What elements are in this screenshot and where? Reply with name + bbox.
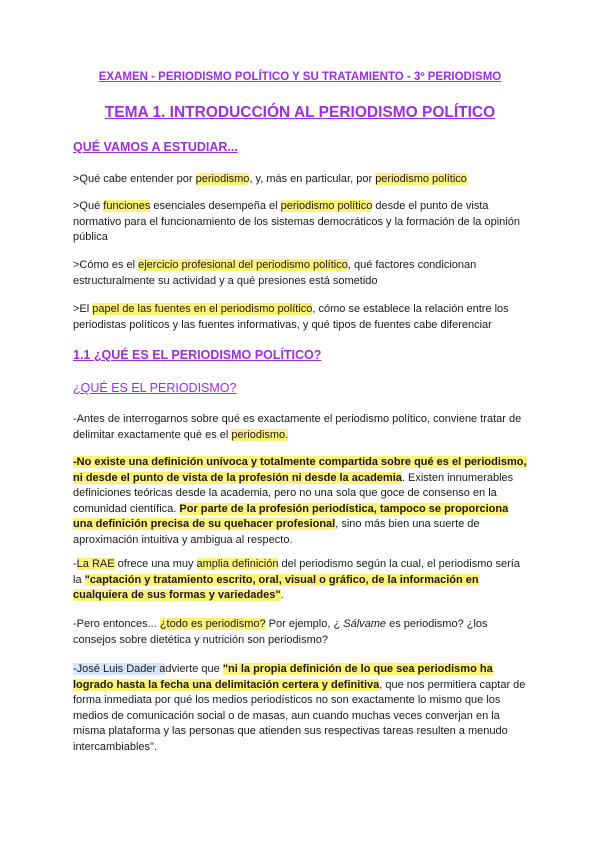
paragraph-antes: -Antes de interrogarnos sobre qué es exactamente el periodismo político, conviene tratar de delimitar exactamente qué es el periodismo. [73,413,522,441]
paragraph-pero-entonces: -Pero entonces... ¿todo es periodismo? Por ejemplo, ¿ Sálvame es periodismo? ¿los consejos sobre dietética y nutrición son periodismo? [73,618,488,646]
exam-title: EXAMEN - PERIODISMO POLÍTICO Y SU TRATAMIENTO - 3º PERIODISMO [98,71,502,83]
tema-title: TEMA 1. INTRODUCCIÓN AL PERIODISMO POLÍTICO [104,104,496,121]
study-item-3: >Cómo es el ejercicio profesional del periodismo político, qué factores condicionan estructuralmente su actividad y a qué presiones está sometido [73,259,477,287]
paragraph-dader: -José Luis Dader advierte que "ni la propia definición de lo que sea periodismo ha logrado hasta la fecha una delimitación certera y definitiva, que nos permitiera captar de forma inmediata por qué los medios periodísticos no son exactamente lo mismo que los medios de comunicación social o de masas, aun cuando muchas veces converjan en la misma plataforma y las personas que atienden sus respectivas tareas resulten a menudo intercambiables". [73,663,526,753]
heading-que-vamos-a-estudiar: QUÉ VAMOS A ESTUDIAR... [73,140,238,154]
study-item-2: >Qué funciones esenciales desempeña el periodismo político desde el punto de vista normativo para el funcionamiento de los sistemas democráticos y la formación de la opinión pública [73,200,520,243]
study-item-1: >Qué cabe entender por periodismo, y, más en particular, por periodismo político [73,173,467,185]
study-item-4: >El papel de las fuentes en el periodismo político, cómo se establece la relación entre los periodistas políticos y las fuentes informativas, y qué tipos de fuentes cabe diferenciar [73,303,509,331]
paragraph-no-existe: -No existe una definición unívoca y totalmente compartida sobre qué es el periodismo, ni desde el punto de vista de la profesión ni desde la academia. Existen innumerables definiciones teóricas desde la academia, pero no una sola que goce de consenso en la comunidad científica. Por parte de la profesión periodística, tampoco se proporciona una definición precisa de su quehacer profesional, sino más bien una suerte de aproximación intuitiva y ambigua al respecto. [73,456,527,546]
heading-1-1: 1.1 ¿QUÉ ES EL PERIODISMO POLÍTICO? [73,348,322,362]
paragraph-rae: -La RAE ofrece una muy amplia definición del periodismo según la cual, el periodismo sería la "captación y tratamiento escrito, oral, visual o gráfico, de la información en cualquiera de sus formas y variedades". [73,558,520,601]
subheading-que-es-el-periodismo: ¿QUÉ ES EL PERIODISMO? [73,381,237,395]
